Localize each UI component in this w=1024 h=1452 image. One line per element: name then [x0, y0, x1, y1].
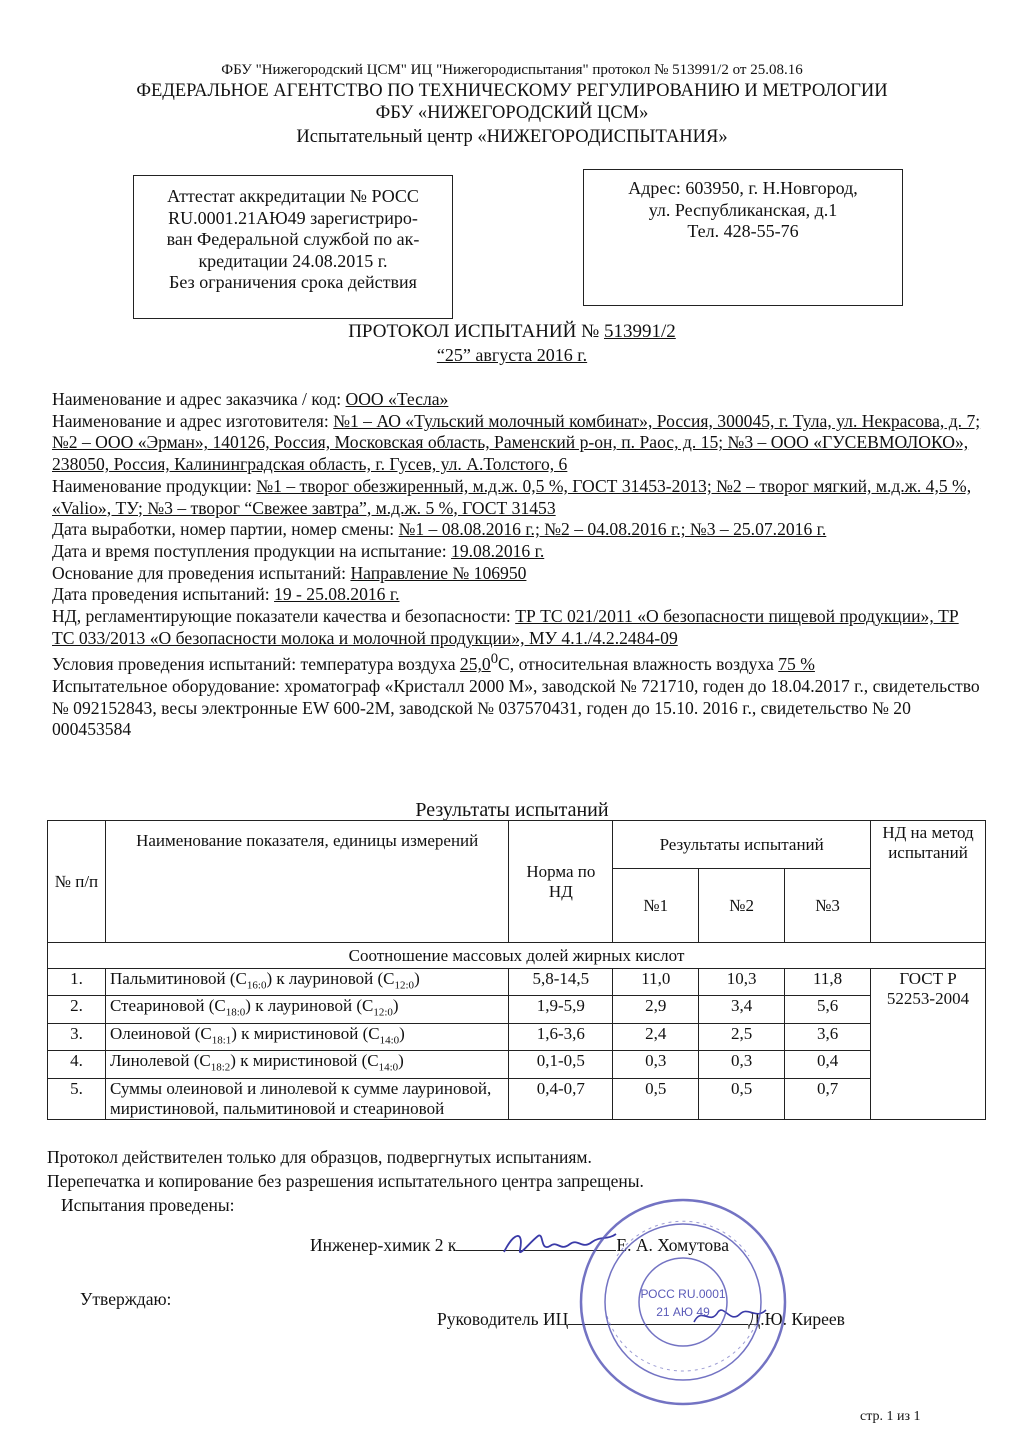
document-header-line: ФБУ "Нижегородский ЦСМ" ИЦ "Нижегородиспытания" протокол № 513991/2 от 25.08.16 — [221, 62, 803, 78]
header-results: Результаты испытаний — [613, 821, 871, 869]
address-line: Адрес: 603950, г. Н.Новгород, — [628, 178, 858, 198]
row-num: 4. — [48, 1051, 106, 1078]
degree-sign: 0 — [490, 651, 499, 668]
row-indicator: Стеариновой $(С_{18:0})$ к лауриновой $(С_{12:0})$ — [105, 996, 508, 1023]
header-num: № п/п — [48, 821, 106, 943]
protocol-date — [0, 345, 1024, 366]
header-sample-1: №1 — [613, 869, 699, 943]
accreditation-box — [133, 175, 453, 319]
basis-row — [52, 563, 982, 585]
accreditation-line: Аттестат аккредитации № РОСС — [167, 186, 419, 206]
row-result-3: 5,6 — [785, 996, 871, 1023]
testing-center-name: Испытательный центр «НИЖЕГОРОДИСПЫТАНИЯ» — [296, 127, 728, 147]
engineer-role: Инженер-химик 2 к — [310, 1235, 457, 1255]
nd-row — [52, 606, 982, 649]
row-result-1: 2,4 — [613, 1023, 699, 1050]
engineer-name: Е. А. Хомутова — [616, 1235, 729, 1255]
protocol-title — [0, 321, 1024, 343]
row-result-1: 11,0 — [613, 969, 699, 996]
row-norm: 0,1-0,5 — [509, 1051, 613, 1078]
customer-row — [52, 389, 982, 411]
results-title: Результаты испытаний — [415, 799, 609, 821]
test-date-row — [52, 584, 982, 606]
accreditation-line: RU.0001.21АЮ49 зарегистриро- — [168, 207, 418, 228]
validity-note: Протокол действителен только для образцов, подвергнутых испытаниям. — [47, 1147, 592, 1167]
table-row — [48, 1078, 986, 1119]
protocol-date-value: “25” августа 2016 г. — [436, 345, 588, 365]
header-sample-3: №3 — [785, 869, 871, 943]
product-row — [52, 476, 982, 519]
test-date-value: 19 - 25.08.2016 г. — [274, 584, 400, 605]
stamp-text-bottom: 21 АЮ 49 — [656, 1305, 710, 1319]
notes — [47, 1145, 977, 1217]
row-norm: 5,8-14,5 — [509, 969, 613, 996]
customer-label: Наименование и адрес заказчика / код: — [52, 389, 346, 409]
results-table — [47, 820, 986, 1120]
conditions-mid: С, относительная влажность воздуха — [498, 654, 779, 675]
row-result-2: 0,5 — [699, 1078, 785, 1119]
receipt-value: 19.08.2016 г. — [451, 540, 545, 561]
row-result-2: 2,5 — [699, 1023, 785, 1050]
nd-value: ТР ТС 021/2011 «О безопасности пищевой продукции», ТР ТС 033/2013 «О безопасности молока и молочной продукции», МУ 4.1./4.2.2484-09 — [52, 606, 959, 648]
row-norm: 0,4-0,7 — [509, 1078, 613, 1119]
head-name: Д.Ю. Киреев — [748, 1309, 845, 1329]
address-line: ул. Республиканская, д.1 — [648, 199, 838, 220]
customer-value: ООО «Тесла» — [345, 389, 449, 409]
manufacturer-row — [52, 411, 982, 476]
organization-name: ФБУ «НИЖЕГОРОДСКИЙ ЦСМ» — [375, 103, 649, 123]
table-row — [48, 1051, 986, 1078]
product-label: Наименование продукции: — [52, 475, 257, 496]
page-number: стр. 1 из 1 — [860, 1409, 921, 1424]
agency-name: ФЕДЕРАЛЬНОЕ АГЕНТСТВО ПО ТЕХНИЧЕСКОМУ РЕГУЛИРОВАНИЮ И МЕТРОЛОГИИ — [136, 81, 888, 101]
head-role: Руководитель ИЦ — [437, 1309, 569, 1329]
protocol-info — [52, 389, 982, 741]
row-result-3: 0,7 — [785, 1078, 871, 1119]
official-round-stamp — [577, 1196, 789, 1408]
table-row — [48, 996, 986, 1023]
equipment-row: Испытательное оборудование: хроматограф «Кристалл 2000 М», заводской № 721710, годен до 18.04.2017 г., свидетельство № 092152843, весы электронные EW 600-2М, заводской № 037570431, годен до 15.10. 2016 г., свидетельство № 20 000453584 — [52, 676, 980, 740]
conditions-label: Условия проведения испытаний: температура воздуха — [52, 654, 460, 675]
product-value: №1 – творог обезжиренный, м.д.ж. 0,5 %, ГОСТ 31453-2013; №2 – творог мягкий, м.д.ж. 4,5 %, «Valio», ТУ; №3 – творог “Свежее завтра”, м.д.ж. 5 %, ГОСТ 31453 — [52, 475, 972, 518]
stamp-text-top: РОСС RU.0001 — [640, 1287, 726, 1301]
row-indicator: Пальмитиновой $(С_{16:0})$ к лауриновой $(С_{12:0})$ — [105, 969, 508, 996]
protocol-title-prefix: ПРОТОКОЛ ИСПЫТАНИЙ № — [348, 321, 604, 342]
row-result-2: 10,3 — [699, 969, 785, 996]
batch-label: Дата выработки, номер партии, номер смены: — [52, 519, 399, 540]
row-method: ГОСТ Р 52253-2004 — [871, 969, 986, 1120]
manufacturer-label: Наименование и адрес изготовителя: — [52, 410, 334, 431]
header-indicator: Наименование показателя, единицы измерений — [105, 821, 508, 943]
copy-note: Перепечатка и копирование без разрешения испытательного центра запрещены. — [47, 1171, 644, 1191]
header-sample-2: №2 — [699, 869, 785, 943]
humidity-value: 75 % — [778, 654, 815, 675]
row-num: 5. — [48, 1078, 106, 1119]
test-date-label: Дата проведения испытаний: — [52, 584, 275, 605]
batch-value: №1 – 08.08.2016 г.; №2 – 04.08.2016 г.; №3 – 25.07.2016 г. — [398, 519, 827, 540]
accreditation-line: ван Федеральной службой по ак- — [166, 229, 420, 249]
row-num: 3. — [48, 1023, 106, 1050]
row-norm: 1,9-5,9 — [509, 996, 613, 1023]
table-row — [48, 969, 986, 996]
table-row — [48, 1023, 986, 1050]
row-num: 1. — [48, 969, 106, 996]
batch-row — [52, 519, 982, 541]
header-method: НД на метод испытаний — [871, 821, 986, 943]
conditions-row — [52, 649, 982, 676]
row-indicator: Суммы олеиновой и линолевой к сумме лауриновой, миристиновой, пальмитиновой и стеариновой — [105, 1078, 508, 1119]
address-box — [583, 169, 903, 306]
protocol-number: 513991/2 — [604, 321, 676, 342]
tests-done-label: Испытания проведены: — [61, 1195, 235, 1215]
row-result-1: 0,5 — [613, 1078, 699, 1119]
section-row: Соотношение массовых долей жирных кислот — [48, 943, 986, 969]
row-norm: 1,6-3,6 — [509, 1023, 613, 1050]
row-num: 2. — [48, 996, 106, 1023]
receipt-label: Дата и время поступления продукции на испытание: — [52, 540, 452, 561]
row-result-2: 0,3 — [699, 1051, 785, 1078]
nd-label: НД, регламентирующие показатели качества и безопасности: — [52, 606, 516, 627]
header-norm: Норма по НД — [509, 821, 613, 943]
row-result-3: 3,6 — [785, 1023, 871, 1050]
row-result-1: 0,3 — [613, 1051, 699, 1078]
row-result-1: 2,9 — [613, 996, 699, 1023]
row-result-3: 11,8 — [785, 969, 871, 996]
address-line: Тел. 428-55-76 — [687, 221, 799, 241]
temperature-value: 25,0 — [459, 654, 491, 675]
row-indicator: Линолевой $(С_{18:2})$ к миристиновой $(С_{14:0})$ — [105, 1051, 508, 1078]
accreditation-line: кредитации 24.08.2015 г. — [198, 250, 388, 271]
receipt-row — [52, 541, 982, 563]
approve-label: Утверждаю: — [80, 1289, 172, 1309]
row-indicator: Олеиновой $(С_{18:1})$ к миристиновой $(С_{14:0})$ — [105, 1023, 508, 1050]
row-result-3: 0,4 — [785, 1051, 871, 1078]
basis-label: Основание для проведения испытаний: — [52, 562, 351, 583]
basis-value: Направление № 106950 — [350, 562, 527, 583]
accreditation-line: Без ограничения срока действия — [169, 272, 417, 292]
manufacturer-value: №1 – АО «Тульский молочный комбинат», Россия, 300045, г. Тула, ул. Некрасова, д. 7; №2 – ООО «Эрман», 140126, Россия, Московская область, Раменский р-он, п. Раос, д. 15; №3 – ООО «ГУСЕВМОЛОКО», 238050, Россия, Калининградская область, г. Гусев, ул. А.Толстого, 6 — [52, 410, 981, 475]
row-result-2: 3,4 — [699, 996, 785, 1023]
